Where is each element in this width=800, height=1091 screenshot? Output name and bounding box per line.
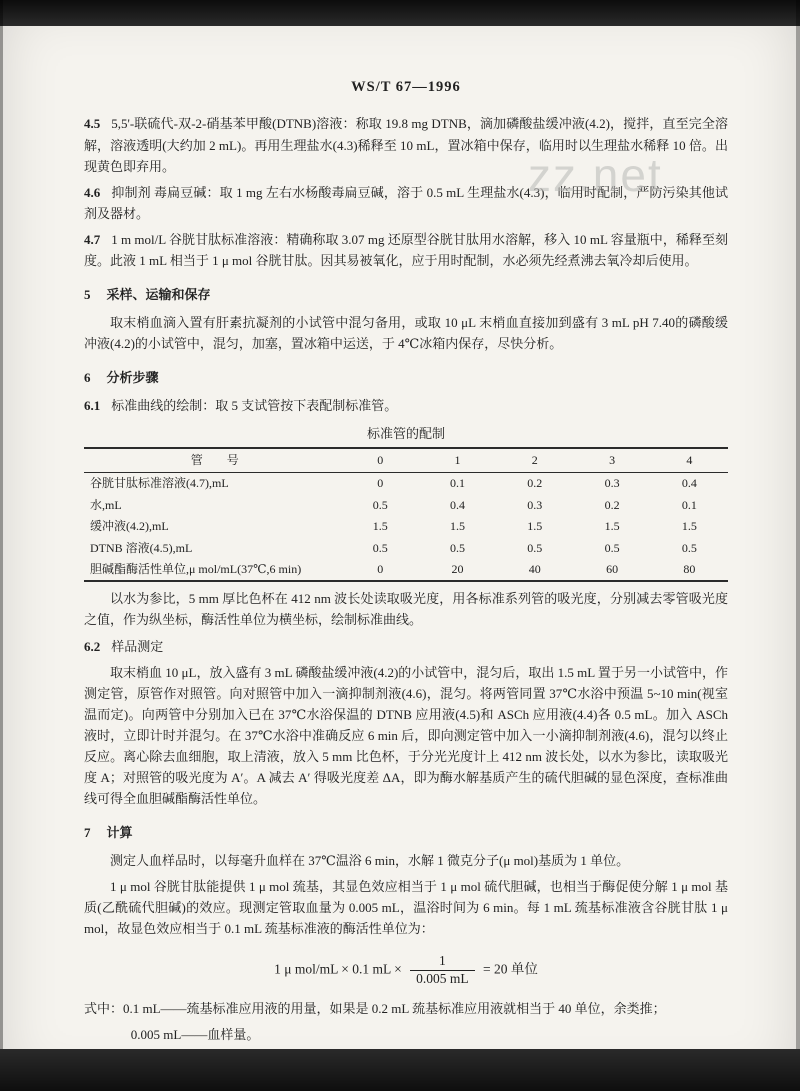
row-value: 40 [528, 562, 541, 577]
table-header-tube-number: 管 号 [190, 453, 239, 468]
row-value: 0.5 [604, 540, 620, 555]
section-6-1-text: 标准曲线的绘制：取 5 支试管按下表配制标准管。 [111, 398, 398, 413]
section-4-6 [84, 182, 728, 224]
table-header-row [84, 448, 728, 473]
row-value: 20 [451, 562, 464, 577]
row-value: 60 [606, 562, 619, 577]
row-value: 1.5 [604, 519, 620, 534]
table-header-col-1: 1 [454, 453, 461, 468]
section-4-7-text: 1 m mol/L 谷胱甘肽标准溶液：精确称取 3.07 mg 还原型谷胱甘肽用水溶解，移入 10 mL 容量瓶中，稀释至刻度。此液 1 mL 相当于 1 μ mol 谷胱甘肽。因其易被氧化，应于用时配制，水必须先经煮沸去氧冷却后使用。 [84, 231, 728, 268]
row-value: 0.5 [372, 540, 388, 555]
table-row [84, 473, 728, 495]
section-5-title: 采样、运输和保存 [106, 286, 211, 302]
row-value: 0.5 [681, 540, 697, 555]
formula-fraction [410, 953, 475, 988]
row-value: 0.3 [527, 497, 543, 512]
section-6-title: 分析步骤 [106, 369, 159, 385]
table-row [84, 538, 728, 559]
section-4-7-number: 4.7 [84, 231, 101, 247]
table-header-col-4: 4 [686, 453, 693, 468]
section-7-heading [84, 822, 728, 843]
row-value: 0.1 [450, 476, 466, 491]
after-table-paragraph: 以水为参比，5 mm 厚比色杯在 412 nm 波长处读取吸光度，用各标准系列管的吸光度，分别减去零管吸光度之值，作为纵坐标，酶活性单位为横坐标，绘制标准曲线。 [84, 591, 728, 628]
table-row [84, 516, 728, 537]
section-4-6-text: 抑制剂 毒扁豆碱：取 1 mg 左右水杨酸毒扁豆碱，溶于 0.5 mL 生理盐水(4.3)，临用时配制，严防污染其他试剂及器材。 [84, 184, 728, 221]
row-value: 0.4 [450, 497, 466, 512]
row-label: DTNB 溶液(4.5),mL [90, 540, 193, 555]
unit-calculation-formula [84, 953, 728, 988]
table-header-col-3: 3 [609, 453, 616, 468]
section-4-7 [84, 229, 728, 271]
formula-note-2: 0.005 mL——血样量。 [130, 1026, 260, 1042]
section-5-paragraph: 取末梢血滴入置有肝素抗凝剂的小试管中混匀备用，或取 10 μL 末梢血直接加到盛有 3 mL pH 7.40的磷酸缓冲液(4.2)的小试管中，混匀，加塞，置冰箱中运送，于 4℃冰箱内保存，尽快分析。 [84, 314, 728, 351]
row-value: 0 [377, 562, 384, 577]
scan-edge-right [796, 0, 800, 1091]
table-row [84, 495, 728, 516]
fraction-denominator: 0.005 mL [416, 971, 469, 987]
section-4-5 [84, 113, 728, 176]
section-4-5-text: 5,5'-联硫代-双-2-硝基苯甲酸(DTNB)溶液：称取 19.8 mg DTNB，滴加磷酸盐缓冲液(4.2)，搅拌，直至完全溶解，溶液透明(大约加 2 mL)。再用生理盐水(4.3)稀释至 10 mL，置冰箱中保存，临用时以生理盐水稀释 10 倍。出现黄色即弃用。 [84, 116, 728, 174]
row-value: 1.5 [527, 519, 543, 534]
row-value: 80 [683, 562, 696, 577]
section-6-2-paragraph: 取末梢血 10 μL，放入盛有 3 mL 磷酸盐缓冲液(4.2)的小试管中，混匀后，取出 1.5 mL 置于另一小试管中，作测定管，原管作对照管。向对照管中加入一滴抑制剂液(4.6)，混匀。将两管同置 37℃水浴中预温 5~10 min(视室温而定)。向两管中分别加入已在 37℃水浴保温的 DTNB 应用液(4.5)和 ASCh 应用液(4.4)各 0.5 mL。加入 ASCh 液时，立即计时并混匀。在 37℃水浴中准确反应 6 min 后，即向测定管中加入一小滴抑制剂液(4.6)，混匀以终止反应。离心除去血细胞，取上清液，放入 5 mm 比色杯，于分光光度计上 412 nm 波长处，以水为参比，读取吸光度 A；对照管的吸光度为 A′。A 减去 A′ 得吸光度差 ΔA，即为酶水解基质产生的硫代胆碱的显色深度，查标准曲线可得全血胆碱酯酶活性单位。 [84, 664, 728, 806]
section-4-5-number: 4.5 [84, 116, 101, 132]
section-7-paragraph-1: 测定人血样品时，以每毫升血样在 37℃温浴 6 min，水解 1 微克分子(μ mol)基质为 1 单位。 [110, 852, 630, 868]
row-value: 1.5 [450, 519, 466, 534]
section-6-2-number: 6.2 [84, 638, 101, 654]
section-7-paragraph-2: 1 μ mol 谷胱甘肽能提供 1 μ mol 巯基，其显色效应相当于 1 μ mol 硫代胆碱，也相当于酶促使分解 1 μ mol 基质(乙酰硫代胆碱)的效应。现测定管取血量为 0.005 mL，温浴时间为 6 min。每 1 mL 巯基标准液含谷胱甘肽 1 μ mol，故显色效应相当于 0.1 mL 巯基标准液的酶活性单位为： [84, 879, 728, 937]
table-header-col-2: 2 [531, 453, 538, 468]
doc-number: WS/T 67—1996 [351, 79, 461, 95]
scan-edge-bottom [0, 1049, 800, 1091]
section-7-title: 计算 [106, 824, 133, 840]
table-header-col-0: 0 [377, 453, 384, 468]
section-6-1-number: 6.1 [84, 398, 101, 413]
row-label: 胆碱酯酶活性单位,μ mol/mL(37℃,6 min) [90, 562, 302, 577]
row-value: 0.2 [527, 476, 543, 491]
row-value: 0 [377, 476, 384, 491]
table-row [84, 559, 728, 581]
section-4-6-number: 4.6 [84, 184, 101, 200]
row-value: 1.5 [372, 519, 388, 534]
row-value: 0.5 [372, 497, 388, 512]
formula-right: = 20 单位 [482, 961, 538, 977]
section-6-heading [84, 367, 728, 388]
formula-note-1: 式中：0.1 mL——巯基标准应用液的用量，如果是 0.2 mL 巯基标准应用液就相当于 40 单位，余类推； [84, 1000, 666, 1016]
row-value: 0.3 [604, 476, 620, 491]
section-6-number: 6 [84, 369, 91, 385]
section-5-number: 5 [84, 286, 91, 302]
row-label: 水,mL [90, 497, 122, 512]
row-value: 0.5 [450, 540, 466, 555]
section-6-2-title: 样品测定 [111, 638, 164, 654]
formula-left: 1 μ mol/mL × 0.1 mL × [274, 961, 402, 977]
fraction-numerator: 1 [410, 953, 475, 971]
row-value: 0.2 [604, 497, 620, 512]
row-value: 1.5 [681, 519, 697, 534]
section-7-number: 7 [84, 824, 91, 840]
section-6-2-heading [84, 636, 728, 657]
standard-tubes-table [84, 447, 728, 582]
table-title: 标准管的配制 [366, 426, 445, 442]
row-value: 0.4 [681, 476, 697, 491]
row-value: 0.5 [527, 540, 543, 555]
row-value: 0.1 [681, 497, 697, 512]
scan-edge-top [0, 0, 800, 26]
section-6-1 [84, 395, 728, 416]
row-label: 缓冲液(4.2),mL [90, 519, 169, 534]
row-label: 谷胱甘肽标准溶液(4.7),mL [90, 476, 229, 491]
section-5-heading [84, 284, 728, 305]
watermark: zz.net [528, 149, 663, 201]
scan-edge-left [0, 0, 3, 1091]
page-content [84, 76, 728, 1050]
